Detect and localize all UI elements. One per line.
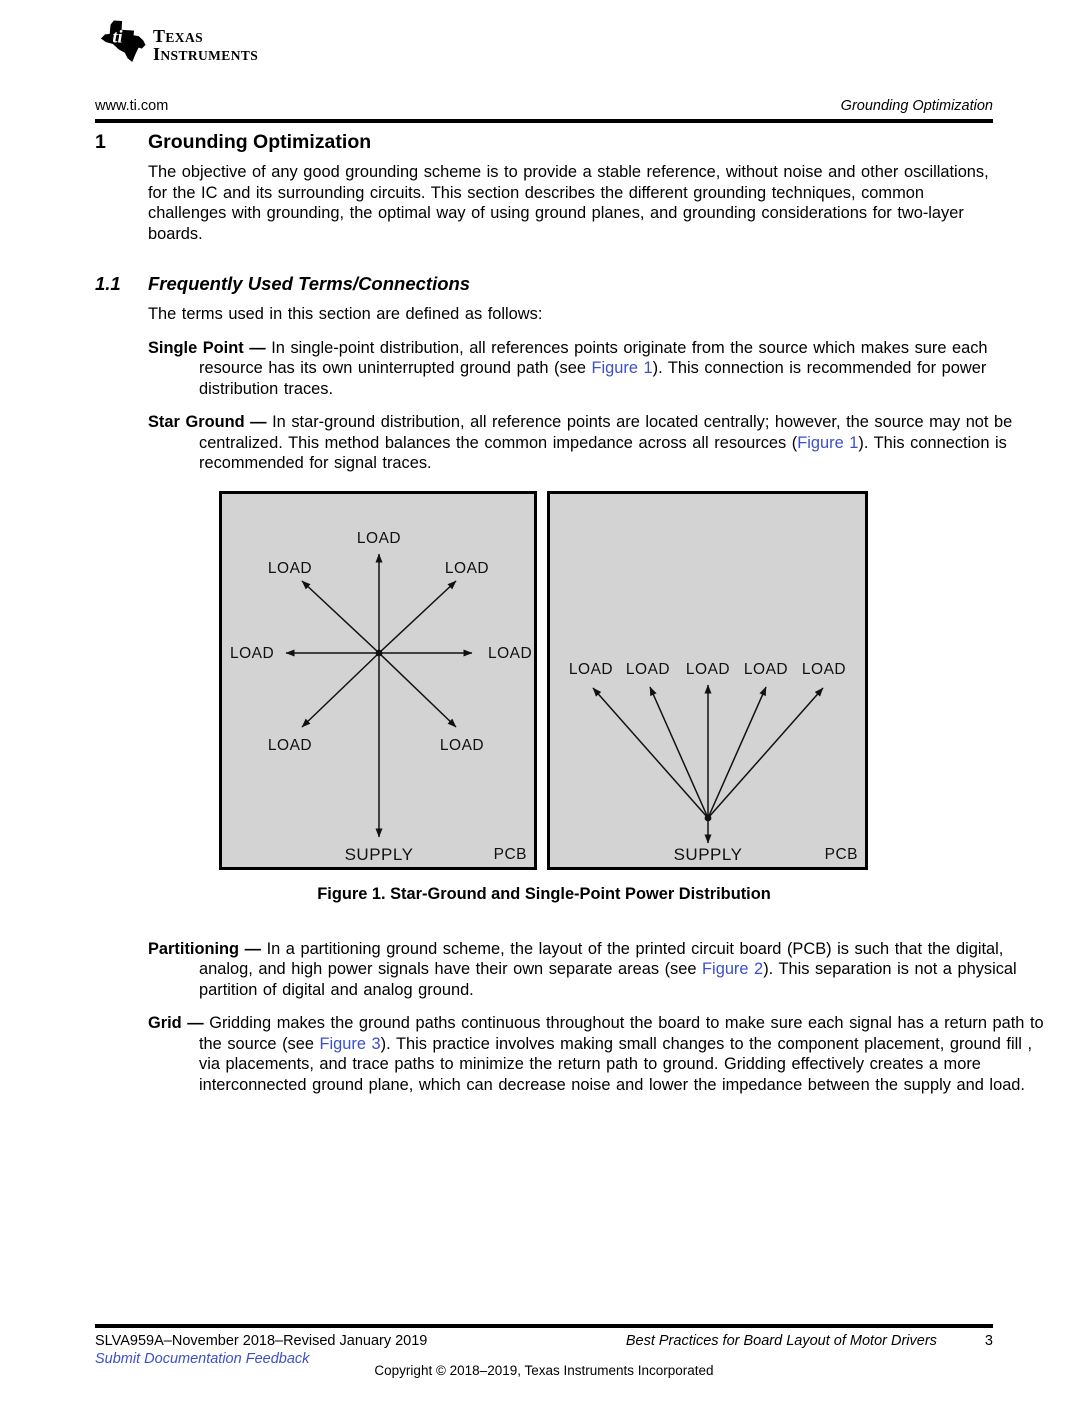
pcb-label: PCB (824, 845, 858, 863)
copyright-notice: Copyright © 2018–2019, Texas Instruments Incorporated (374, 1363, 714, 1378)
term-label: Partitioning — (148, 939, 261, 958)
header-rule (95, 119, 993, 123)
load-label: LOAD (444, 559, 490, 577)
section-title: Grounding Optimization (148, 131, 372, 153)
terms-intro: The terms used in this section are defined as follows: (148, 305, 543, 323)
load-label: LOAD (743, 660, 789, 678)
footer-right (626, 1333, 993, 1349)
star-arrows (286, 554, 472, 837)
term-text: Gridding makes the ground paths continuous throughout the board to make sure each signal has a return path to the source (see (199, 1014, 1044, 1053)
term-text: In single-point distribution, all references points originate from the source which makes sure each resource has its own uninterrupted ground path (see (199, 338, 988, 377)
term-label: Star Ground — (148, 413, 267, 431)
definition-star-ground (148, 412, 1045, 474)
load-label: LOAD (801, 660, 847, 678)
figure-1-link[interactable]: Figure 1 (797, 433, 859, 452)
load-label: LOAD (685, 660, 731, 678)
load-label: LOAD (267, 736, 313, 754)
supply-label: SUPPLY (344, 844, 414, 864)
term-label: Single Point — (148, 338, 266, 357)
submit-feedback-link[interactable]: Submit Documentation Feedback (95, 1351, 310, 1367)
load-label: LOAD (568, 660, 614, 678)
header-chapter-title: Grounding Optimization (840, 98, 993, 114)
brand-line-instruments: INSTRUMENTS (153, 44, 259, 65)
figure-1 (219, 491, 993, 870)
load-label: LOAD (488, 644, 533, 662)
star-center-node (376, 649, 383, 656)
section-heading (95, 131, 993, 153)
footer-line (95, 1333, 993, 1349)
term-label: Grid — (148, 1014, 204, 1032)
pcb-label: PCB (493, 845, 527, 863)
ti-wordmark (153, 18, 258, 64)
load-label: LOAD (625, 660, 671, 678)
header-url-link[interactable]: www.ti.com (95, 98, 169, 114)
load-label: LOAD (356, 529, 402, 547)
section-number: 1 (95, 131, 106, 153)
ti-logo (100, 18, 258, 70)
subsection-number: 1.1 (95, 273, 121, 294)
page-number: 3 (984, 1333, 993, 1349)
single-point-diagram (547, 491, 868, 870)
footer-rule (95, 1324, 993, 1328)
subsection-heading (95, 273, 993, 295)
figure-3-link[interactable]: Figure 3 (319, 1034, 381, 1053)
supply-label: SUPPLY (673, 844, 743, 864)
svg-text:ti: ti (112, 26, 123, 47)
single-point-node (705, 814, 712, 821)
definition-partitioning (148, 939, 1045, 1001)
subsection-title: Frequently Used Terms/Connections (148, 273, 471, 294)
term-text: In a partitioning ground scheme, the layout of the printed circuit board (PCB) is such that the digital, analog, and high power signals have their own separate areas (see (199, 939, 1004, 978)
load-label: LOAD (230, 644, 275, 662)
brand-line-texas: TEXAS (153, 26, 204, 46)
document-body (95, 131, 1044, 1095)
figure-caption: Figure 1. Star-Ground and Single-Point Power Distribution (317, 884, 771, 903)
ti-texas-state-icon (100, 18, 146, 70)
section-intro-paragraph: The objective of any good grounding scheme is to provide a stable reference, without noise and other oscillations, for the IC and its surrounding circuits. This section describes the different grounding techniques, common challenges with grounding, the optimal way of using ground planes, and grounding considerations for two-layer boards. (148, 163, 989, 243)
term-text: ). This connection is recommended for signal traces. (199, 433, 1007, 472)
star-ground-diagram (219, 491, 537, 870)
definition-single-point (148, 338, 1045, 400)
term-text: In star-ground distribution, all reference points are located centrally; however, the source may not be centralized. This method balances the common impedance across all resources ( (199, 413, 1013, 452)
document-title: Best Practices for Board Layout of Motor Drivers (625, 1333, 937, 1349)
definition-grid (148, 1013, 1045, 1095)
term-text: ). This connection is recommended for power distribution traces. (199, 359, 987, 398)
load-label: LOAD (439, 736, 485, 754)
figure-1-link[interactable]: Figure 1 (591, 359, 653, 377)
page-header (95, 98, 993, 114)
document-id: SLVA959A–November 2018–Revised January 2019 (95, 1333, 428, 1349)
term-text: ). This separation is not a physical partition of digital and analog ground. (199, 960, 1017, 999)
figure-2-link[interactable]: Figure 2 (702, 960, 764, 978)
load-label: LOAD (267, 559, 313, 577)
term-text: ). This practice involves making small changes to the component placement, ground fill , via placements, and trace paths to minimize the return path to ground. Gridding effectively creates a more interconnected ground plane, which can decrease noise and lower the impedance between the supply and load. (199, 1034, 1033, 1094)
